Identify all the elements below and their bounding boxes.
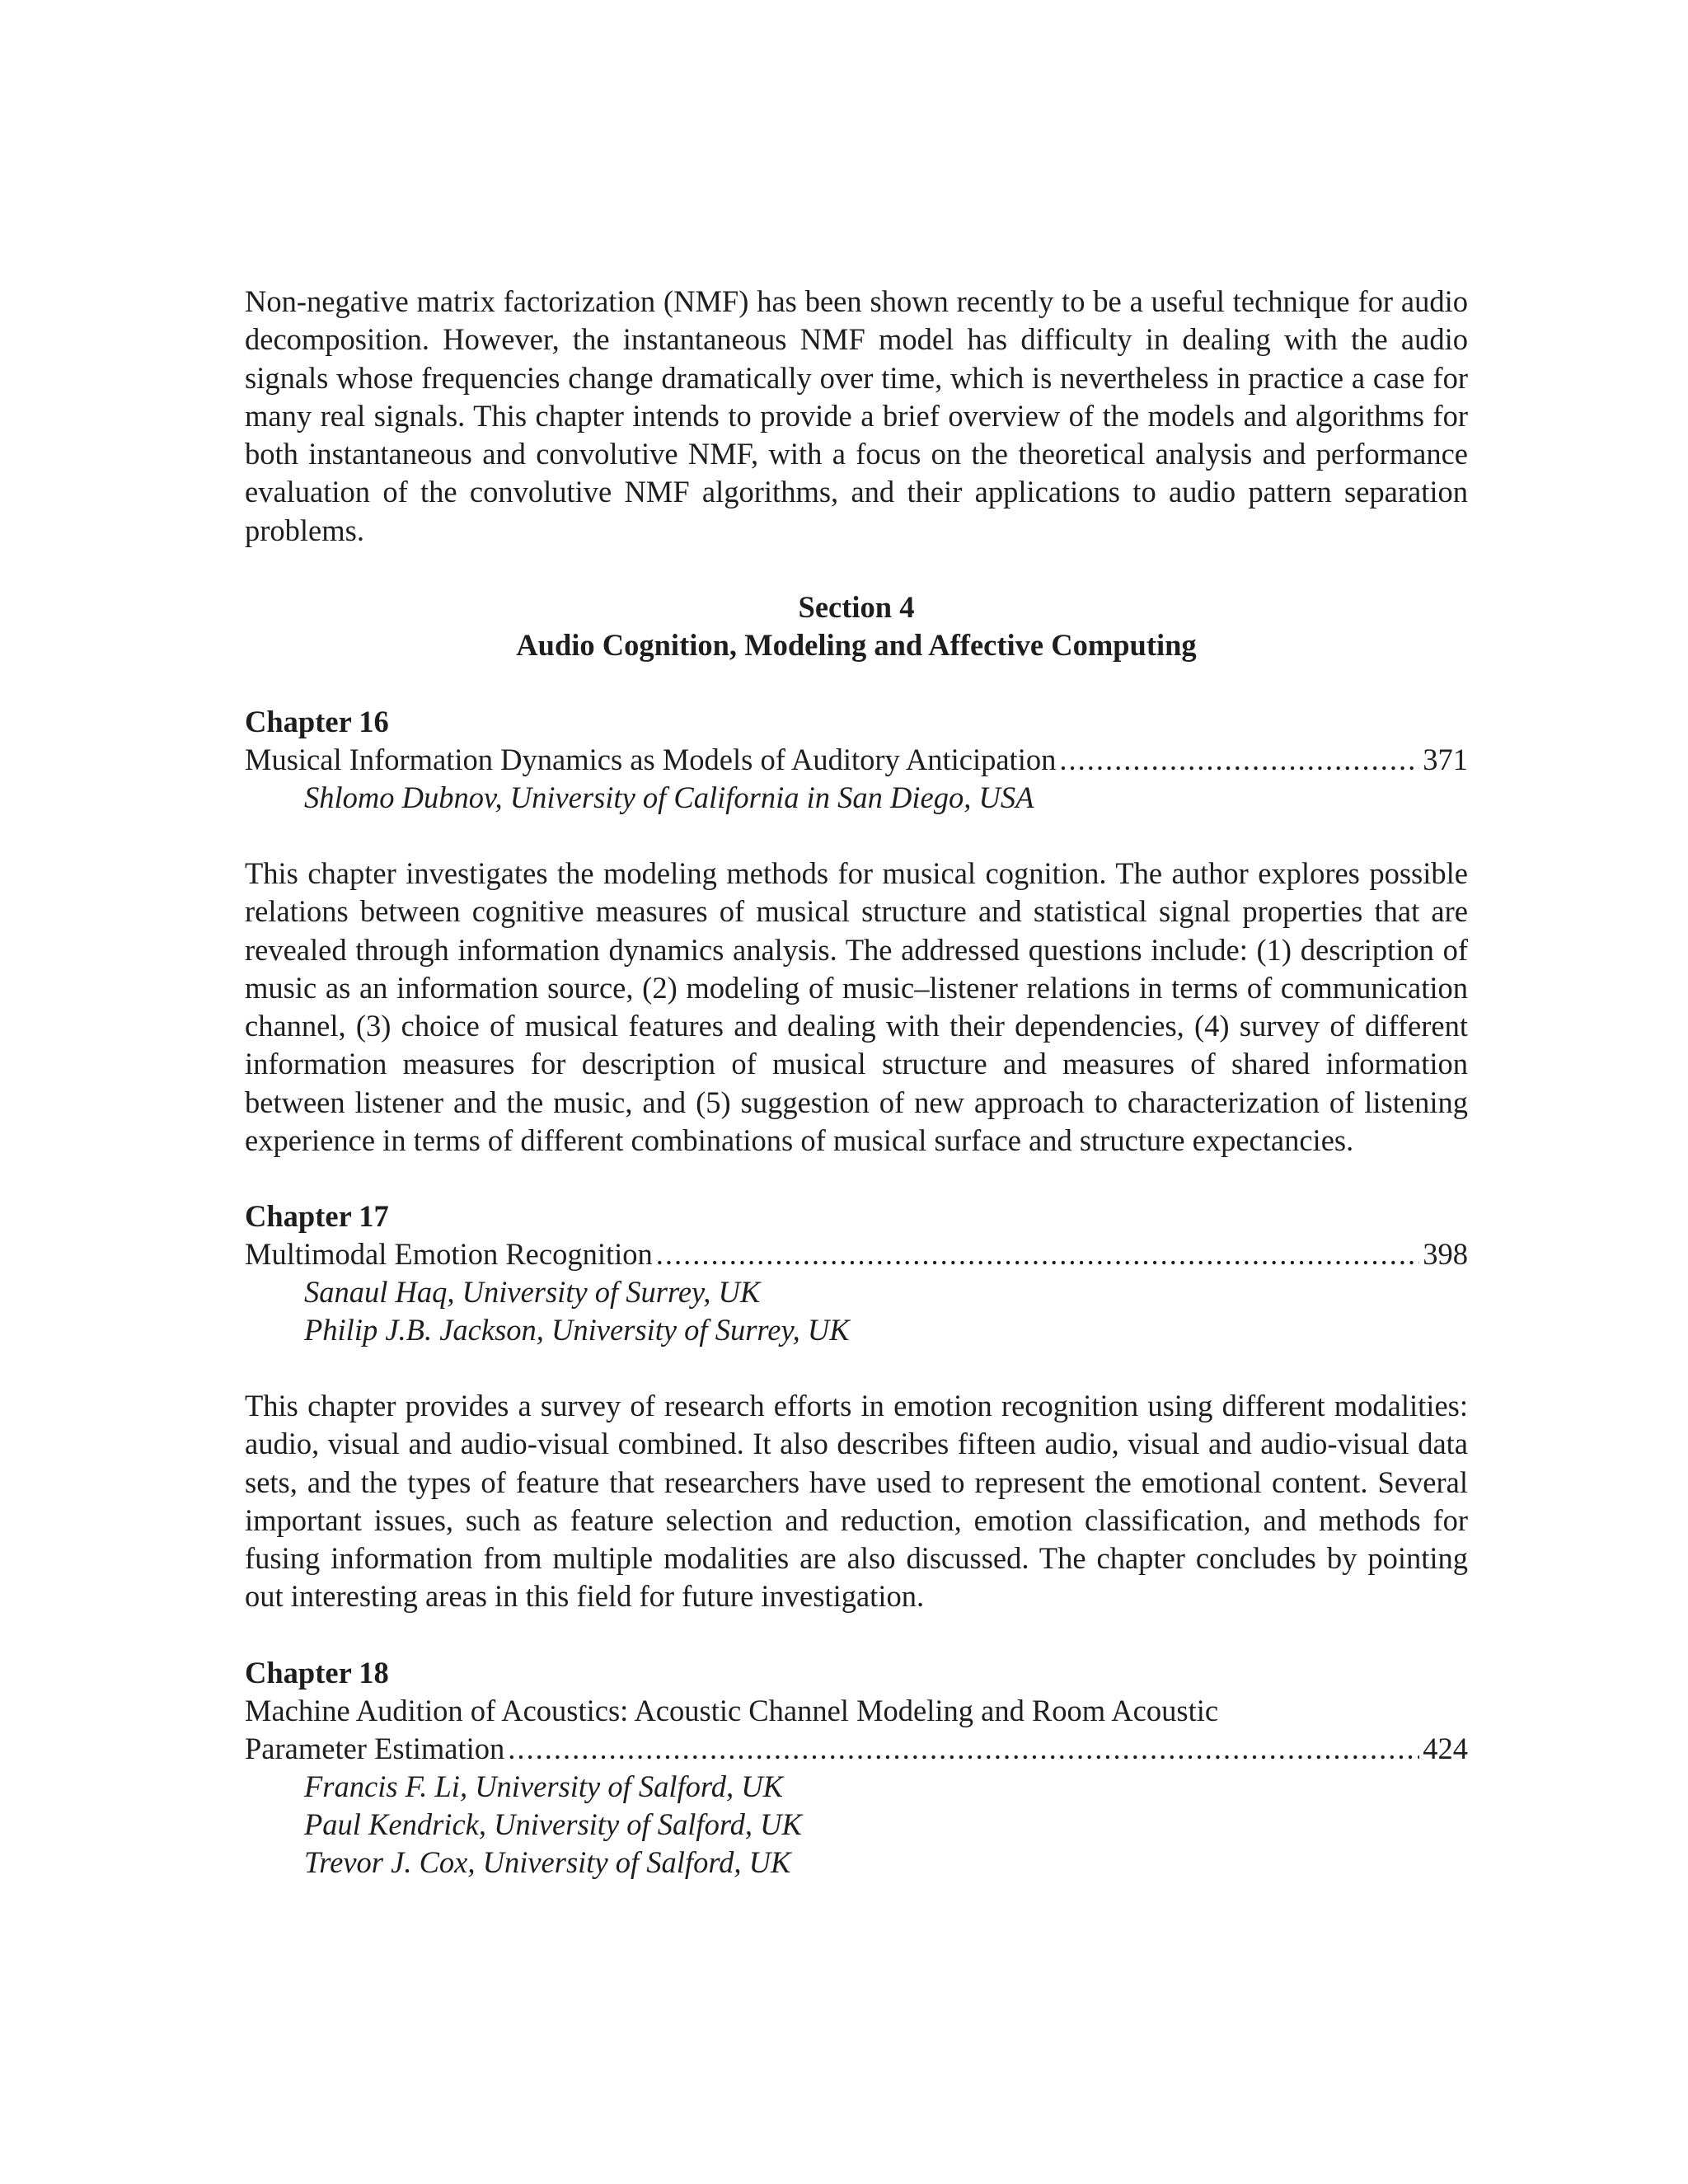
chapter-15-abstract: Non-negative matrix factorization (NMF) has been shown recently to be a useful technique for audio decomposition. However, the instantaneous NMF model has difficulty in dealing with the audio signals whose frequencies change dramatically over time, which is nevertheless in practice a case for many real signals. This chapter intends to provide a brief overview of the models and algorithms for both instantaneous and convolutive NMF, with a focus on the theoretical analysis and performance evaluation of the convolutive NMF algorithms, and their applications to audio pattern separation problems.: [245, 284, 1468, 547]
chapter-label: Chapter 18: [245, 1656, 389, 1690]
chapter-authors: [245, 1768, 1468, 1882]
section-title: Audio Cognition, Modeling and Affective Computing: [516, 628, 1197, 662]
chapter-label: Chapter 17: [245, 1199, 389, 1233]
author: Francis F. Li, University of Salford, UK: [304, 1769, 783, 1803]
author: Trevor J. Cox, University of Salford, UK: [304, 1845, 791, 1879]
chapter-18-entry: [245, 1654, 1468, 1882]
author: Shlomo Dubnov, University of California in San Diego, USA: [304, 780, 1034, 814]
page-number: 398: [1423, 1237, 1468, 1271]
dot-leader: [508, 1730, 1419, 1768]
section-label: Section 4: [798, 590, 915, 624]
chapter-title-row[interactable]: [245, 1730, 1468, 1768]
author: Paul Kendrick, University of Salford, UK: [304, 1807, 802, 1841]
page-number: 371: [1423, 743, 1468, 776]
page-number: 424: [1423, 1732, 1468, 1765]
chapter-title-row[interactable]: [245, 741, 1468, 779]
author: Philip J.B. Jackson, University of Surrey, UK: [304, 1313, 850, 1347]
section-heading: [245, 588, 1468, 664]
chapter-16-entry: [245, 703, 1468, 1160]
chapter-title-line-2[interactable]: Parameter Estimation: [245, 1732, 505, 1765]
chapter-title-row[interactable]: [245, 1235, 1468, 1273]
chapter-17-entry: [245, 1197, 1468, 1616]
chapter-abstract: This chapter provides a survey of research efforts in emotion recognition using different modalities: audio, visual and audio-visual combined. It also describes fifteen audio, visual and audio-visual data sets, and the types of feature that researchers have used to represent the emotional content. Several important issues, such as feature selection and reduction, emotion classification, and methods for fusing information from multiple modalities are also discussed. The chapter concludes by pointing out interesting areas in this field for future investigation.: [245, 1389, 1468, 1614]
chapter-authors: [245, 779, 1468, 817]
chapter-authors: [245, 1273, 1468, 1349]
chapter-title[interactable]: Musical Information Dynamics as Models of Auditory Anticipation: [245, 743, 1057, 776]
dot-leader: [656, 1235, 1420, 1273]
chapter-label: Chapter 16: [245, 705, 389, 738]
chapter-title-line-1[interactable]: Machine Audition of Acoustics: Acoustic Channel Modeling and Room Acoustic: [245, 1694, 1219, 1727]
chapter-title[interactable]: Multimodal Emotion Recognition: [245, 1237, 653, 1271]
chapter-abstract: This chapter investigates the modeling methods for musical cognition. The author explores possible relations between cognitive measures of musical structure and statistical signal properties that are revealed through information dynamics analysis. The addressed questions include: (1) description of music as an information source, (2) modeling of music–listener relations in terms of communication channel, (3) choice of musical features and dealing with their dependencies, (4) survey of different information measures for description of musical structure and measures of shared information between listener and the music, and (5) suggestion of new approach to characterization of listening experience in terms of different combinations of musical surface and structure expectancies.: [245, 856, 1468, 1158]
author: Sanaul Haq, University of Surrey, UK: [304, 1275, 761, 1309]
dot-leader: [1059, 741, 1419, 779]
